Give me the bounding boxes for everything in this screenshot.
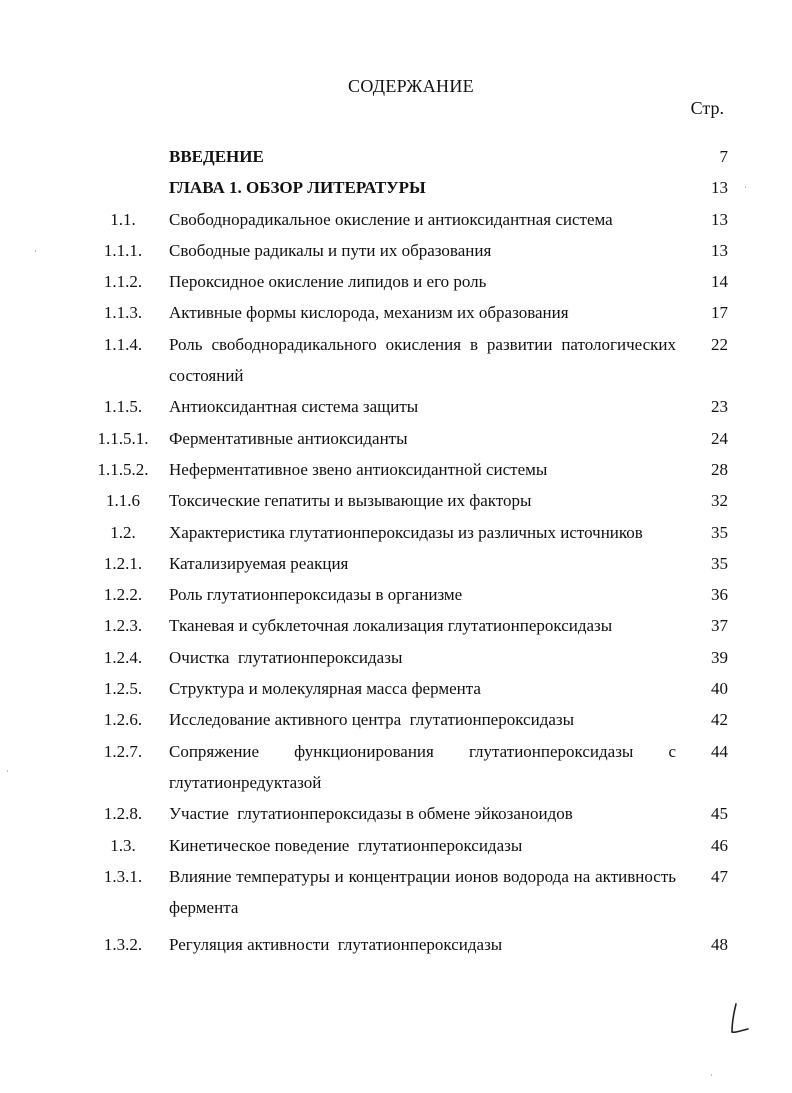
toc-entry-page: 42 — [711, 710, 728, 730]
toc-entry-number: 1.1.6 — [106, 491, 140, 511]
toc-entry-number: 1.2.8. — [103, 804, 143, 824]
toc-entry-number: 1.2.5. — [103, 679, 143, 699]
toc-entry-page: 17 — [711, 303, 728, 323]
toc-entry — [0, 579, 792, 610]
toc-entry-page: 24 — [711, 428, 728, 448]
toc-entry-page: 36 — [711, 585, 728, 605]
toc-entry-page: 48 — [711, 935, 728, 955]
toc-entry-page: 37 — [711, 616, 728, 636]
toc-entry-page: 7 — [719, 147, 728, 166]
toc-entry — [0, 830, 792, 861]
toc-entry-title: Очистка глутатионпероксидазы — [169, 647, 403, 667]
toc-entry-title: Структура и молекулярная масса фермента — [169, 679, 481, 699]
toc-entry-title: Роль свободнорадикального окисления в развитии патологических состояний — [169, 334, 676, 386]
toc-entry — [0, 423, 792, 454]
toc-entry-title: Неферментативное звено антиоксидантной системы — [169, 459, 548, 479]
toc-entry-title: Ферментативные антиоксиданты — [169, 428, 408, 448]
toc-entry — [0, 485, 792, 516]
handwritten-mark-icon — [728, 1002, 758, 1038]
toc-entry — [0, 861, 792, 924]
toc-entry-number: 1.1.5.1. — [97, 428, 149, 448]
toc-entry-page: 32 — [711, 491, 728, 511]
page-title: СОДЕРЖАНИЕ — [348, 76, 474, 96]
toc-entry-number: 1.2.6. — [103, 710, 143, 730]
toc-entry-title: Свободные радикалы и пути их образования — [169, 240, 492, 260]
toc-entry-number: 1.2.3. — [103, 616, 143, 636]
toc-entry — [0, 297, 792, 328]
toc-entry-number: 1.1.5. — [103, 397, 143, 417]
toc-entry — [0, 454, 792, 485]
toc-entry — [0, 391, 792, 422]
toc-entry-number: 1.1. — [110, 209, 136, 229]
toc-entry-title: Токсические гепатиты и вызывающие их факторы — [169, 491, 532, 511]
toc-entry-page: 40 — [711, 679, 728, 699]
toc-entry — [0, 673, 792, 704]
toc-entry-page: 13 — [711, 240, 728, 260]
toc-entry-number: 1.2.2. — [103, 585, 143, 605]
toc-entry-page: 35 — [711, 553, 728, 573]
toc-entry-number: 1.3.2. — [103, 935, 143, 955]
toc-entry-title: Кинетическое поведение глутатионпероксидазы — [169, 835, 523, 855]
toc-entry — [0, 204, 792, 235]
toc-entry-page: 47 — [711, 866, 728, 886]
toc-entry-title: Свободнорадикальное окисление и антиоксидантная система — [169, 209, 613, 229]
toc-entry-number: 1.1.5.2. — [97, 459, 149, 479]
toc-entry-title: Катализируемая реакция — [169, 553, 349, 573]
toc-entry-page: 39 — [711, 647, 728, 667]
toc-entry-title: Сопряжение функционирования глутатионпероксидазы с глутатионредуктазой — [169, 741, 676, 792]
toc-entry-number: 1.3.1. — [103, 866, 143, 886]
toc-entry — [0, 517, 792, 548]
toc-entry-number: 1.3. — [110, 835, 136, 855]
toc-entry-title: Пероксидное окисление липидов и его роль — [169, 272, 487, 292]
scan-speck: · — [710, 1070, 713, 1080]
toc-entry-page: 13 — [711, 209, 728, 229]
toc-entry-number: 1.2. — [110, 522, 136, 542]
toc-entry — [0, 235, 792, 266]
toc-entry-page: 35 — [711, 522, 728, 542]
toc-entry — [0, 929, 792, 960]
toc-entry-page: 13 — [711, 178, 728, 198]
toc-entry-title: Участие глутатионпероксидазы в обмене эйкозаноидов — [169, 804, 573, 824]
toc-entry-title: Активные формы кислорода, механизм их образования — [169, 303, 569, 323]
toc-entry-number: 1.2.7. — [103, 741, 143, 761]
toc-entry-number: 1.1.1. — [103, 240, 143, 260]
toc-entry-page: 46 — [711, 835, 728, 855]
toc-entry-number: 1.1.2. — [103, 272, 143, 292]
toc-entry-page: 45 — [711, 804, 728, 824]
toc-entry-title: ВВЕДЕНИЕ — [169, 147, 264, 166]
toc-entry-title: Характеристика глутатионпероксидазы из различных источников — [169, 522, 643, 542]
page-column-label: Стр. — [690, 98, 724, 118]
scan-speck: · — [6, 766, 9, 776]
toc-entry-number: 1.2.1. — [103, 553, 143, 573]
toc-entry — [0, 172, 792, 203]
toc-entry — [0, 704, 792, 735]
toc-entry-page: 14 — [711, 272, 728, 292]
toc-entry-number: 1.1.3. — [103, 303, 143, 323]
table-of-contents — [0, 141, 792, 961]
toc-entry-title: Регуляция активности глутатионпероксидазы — [169, 935, 503, 955]
scan-speck: · — [744, 182, 747, 192]
toc-entry-number: 1.2.4. — [103, 647, 143, 667]
toc-entry — [0, 266, 792, 297]
toc-entry — [0, 642, 792, 673]
toc-entry-title: Тканевая и субклеточная локализация глутатионпероксидазы — [169, 616, 613, 636]
toc-entry — [0, 610, 792, 641]
toc-entry-title: Исследование активного центра глутатионпероксидазы — [169, 710, 575, 730]
scan-speck: · — [34, 246, 37, 256]
toc-entry-page: 28 — [711, 459, 728, 479]
toc-entry-title: ГЛАВА 1. ОБЗОР ЛИТЕРАТУРЫ — [169, 178, 426, 198]
toc-entry-title: Роль глутатионпероксидазы в организме — [169, 585, 463, 605]
toc-entry — [0, 736, 792, 799]
toc-entry — [0, 798, 792, 829]
toc-entry-title: Влияние температуры и концентрации ионов водорода на активность фермента — [169, 866, 676, 918]
toc-entry-page: 23 — [711, 397, 728, 417]
toc-entry — [0, 548, 792, 579]
toc-entry-page: 22 — [711, 334, 728, 354]
toc-entry-title: Антиоксидантная система защиты — [169, 397, 419, 417]
toc-entry-number: 1.1.4. — [103, 334, 143, 354]
toc-entry — [0, 141, 792, 172]
toc-entry-page: 44 — [711, 741, 728, 761]
toc-entry — [0, 329, 792, 392]
